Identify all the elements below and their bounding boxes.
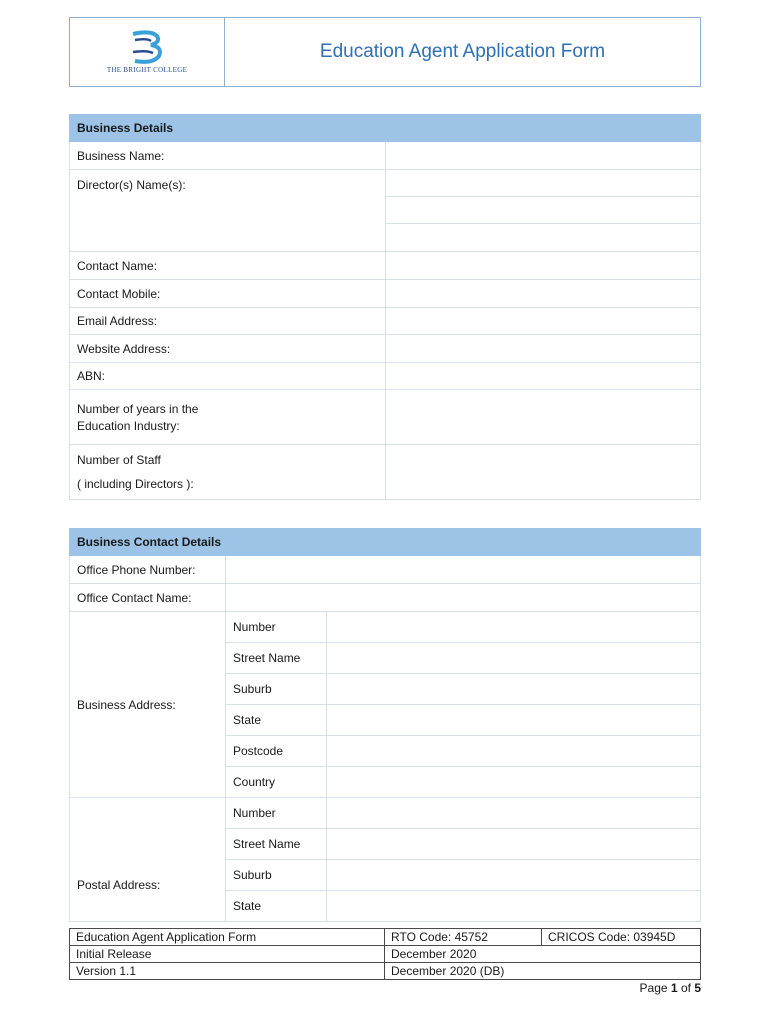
- postal-street-field[interactable]: [327, 829, 701, 860]
- postal-street-label: Street Name: [226, 829, 327, 860]
- office-contact-field[interactable]: [226, 584, 701, 612]
- staff-label-line2: ( including Directors ):: [77, 477, 194, 491]
- section-heading-business-contact: Business Contact Details: [70, 529, 701, 556]
- office-phone-label: Office Phone Number:: [70, 556, 226, 584]
- abn-label: ABN:: [70, 363, 386, 390]
- office-contact-label: Office Contact Name:: [70, 584, 226, 612]
- postal-number-field[interactable]: [327, 798, 701, 829]
- form-header: [69, 17, 701, 87]
- email-label: Email Address:: [70, 308, 386, 335]
- years-label-line1: Number of years in the: [77, 401, 199, 416]
- contact-name-field[interactable]: [385, 252, 701, 280]
- address-state-field[interactable]: [327, 705, 701, 736]
- address-country-label: Country: [226, 767, 327, 798]
- footer-version: Version 1.1: [70, 963, 385, 980]
- contact-mobile-field[interactable]: [385, 280, 701, 308]
- director-field-3[interactable]: [385, 224, 701, 252]
- logo-text: THE BRIGHT COLLEGE: [106, 66, 188, 74]
- page-total: 5: [694, 981, 701, 995]
- contact-name-label: Contact Name:: [70, 252, 386, 280]
- postal-suburb-label: Suburb: [226, 860, 327, 891]
- footer-form-name: Education Agent Application Form: [70, 929, 385, 946]
- business-name-label: Business Name:: [70, 142, 386, 170]
- business-name-field[interactable]: [385, 142, 701, 170]
- logo-cell: [70, 18, 225, 87]
- address-suburb-field[interactable]: [327, 674, 701, 705]
- staff-label: [70, 445, 386, 500]
- page-prefix: Page: [639, 981, 668, 995]
- postal-state-field[interactable]: [327, 891, 701, 922]
- website-label: Website Address:: [70, 335, 386, 363]
- address-state-label: State: [226, 705, 327, 736]
- postal-number-label: Number: [226, 798, 327, 829]
- footer-version-date: December 2020 (DB): [385, 963, 701, 980]
- footer-release-date: December 2020: [385, 946, 701, 963]
- director-field-2[interactable]: [385, 197, 701, 224]
- years-label-line2: Education Industry:: [77, 418, 180, 433]
- college-logo-icon: [127, 30, 167, 64]
- footer-release: Initial Release: [70, 946, 385, 963]
- postal-state-label: State: [226, 891, 327, 922]
- section-heading-business-details: Business Details: [70, 115, 701, 142]
- postal-address-label: Postal Address:: [70, 798, 226, 922]
- address-street-label: Street Name: [226, 643, 327, 674]
- website-field[interactable]: [385, 335, 701, 363]
- business-contact-table: [69, 528, 701, 922]
- page-number: [640, 981, 701, 995]
- business-details-table: [69, 114, 701, 500]
- footer-cricos: CRICOS Code: 03945D: [542, 929, 701, 946]
- abn-field[interactable]: [385, 363, 701, 390]
- page-title: Education Agent Application Form: [225, 18, 701, 87]
- page-of: of: [680, 981, 691, 995]
- business-address-label: Business Address:: [70, 612, 226, 798]
- years-field[interactable]: [385, 390, 701, 445]
- director-field-1[interactable]: [385, 170, 701, 197]
- address-postcode-field[interactable]: [327, 736, 701, 767]
- staff-field[interactable]: [385, 445, 701, 500]
- email-field[interactable]: [385, 308, 701, 335]
- contact-mobile-label: Contact Mobile:: [70, 280, 386, 308]
- directors-label: Director(s) Name(s):: [70, 170, 386, 252]
- address-postcode-label: Postcode: [226, 736, 327, 767]
- address-country-field[interactable]: [327, 767, 701, 798]
- document-footer: [69, 928, 701, 980]
- page-current: 1: [670, 981, 678, 995]
- address-suburb-label: Suburb: [226, 674, 327, 705]
- address-street-field[interactable]: [327, 643, 701, 674]
- footer-rto: RTO Code: 45752: [385, 929, 542, 946]
- years-label: [70, 390, 386, 445]
- postal-suburb-field[interactable]: [327, 860, 701, 891]
- office-phone-field[interactable]: [226, 556, 701, 584]
- address-number-field[interactable]: [327, 612, 701, 643]
- staff-label-line1: Number of Staff: [77, 453, 161, 467]
- address-number-label: Number: [226, 612, 327, 643]
